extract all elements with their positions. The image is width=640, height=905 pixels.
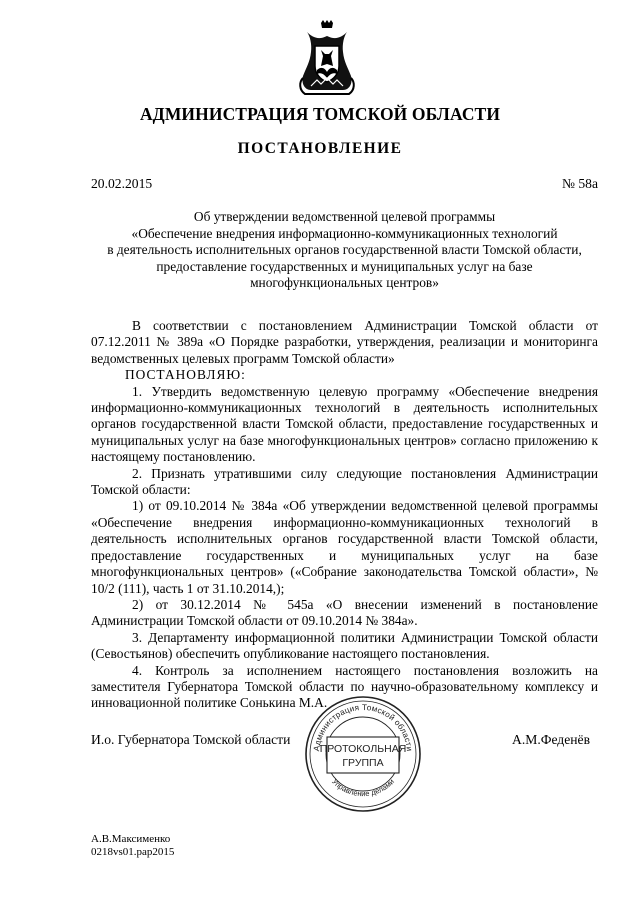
signer-role: И.о. Губернатора Томской области (91, 732, 291, 747)
stamp-line-1: ПРОТОКОЛЬНАЯ (319, 743, 407, 755)
title-line: «Обеспечение внедрения информационно-коммуникационных технологий (131, 225, 558, 241)
document-type: ПОСТАНОВЛЕНИЕ (237, 140, 403, 157)
item-2-1: 1) от 09.10.2014 № 384а «Об утверждении ведомственной целевой программы «Обеспечение внедрения информационно-коммуникационных технологий в деятельность исполнительных органов государственной власти Томской области, предоставление государственных и муниципальных услуг на базе многофункциональных центров» («Собрание законодательства Томской области», № 10/2 (111), часть 1 от 31.10.2014,); (91, 498, 598, 596)
document-meta (91, 176, 598, 194)
document-date: 20.02.2015 (91, 176, 153, 191)
item-2-2: 2) от 30.12.2014 № 545а «О внесении изменений в постановление Администрации Томской области от 09.10.2014 № 384а». (91, 596, 598, 629)
stamp-outer-text: Администрация Томской области (312, 702, 414, 752)
document-footer (91, 833, 174, 859)
item-2: 2. Признать утратившими силу следующие постановления Администрации Томской области: (91, 465, 598, 498)
stamp-line-2: ГРУППА (342, 757, 384, 769)
svg-text:Управление делами (330, 777, 396, 798)
stamp-bottom-text: Управление делами (330, 777, 396, 799)
title-line: Об утверждении ведомственной целевой программы (193, 209, 496, 224)
organization-title: АДМИНИСТРАЦИЯ ТОМСКОЙ ОБЛАСТИ (139, 104, 501, 124)
title-line: предоставление государственных и муниципальных услуг на базе (156, 258, 533, 274)
protocol-group-stamp (303, 694, 423, 814)
document-title (91, 209, 598, 292)
title-line: многофункциональных центров» (250, 275, 439, 290)
signer-name: А.М.Феденёв (512, 732, 590, 747)
file-code: 0218vs01.pap2015 (91, 846, 175, 858)
coat-of-arms-emblem (297, 20, 357, 96)
item-3: 3. Департаменту информационной политики Администрации Томской области (Севостьянов) обеспечить опубликование настоящего постановления. (91, 629, 598, 662)
intro-paragraph: В соответствии с постановлением Администрации Томской области от 07.12.2011 № 389а «О Порядке разработки, утверждения, реализации и мониторинга ведомственных целевых программ Томской области» (91, 318, 598, 366)
title-line: в деятельность исполнительных органов государственной власти Томской области, (107, 242, 582, 257)
item-1: 1. Утвердить ведомственную целевую программу «Обеспечение внедрения информационно-коммуникационных технологий в деятельность исполнительных органов государственной власти Томской области, предоставление государственных и муниципальных услуг на базе многофункциональных центров» согласно приложению к настоящему постановлению. (91, 383, 598, 465)
document-body (91, 318, 598, 712)
decree-heading: ПОСТАНОВЛЯЮ: (125, 367, 246, 383)
item-4: 4. Контроль за исполнением настоящего постановления возложить на заместителя Губернатора Томской области по научно-образовательному комплексу и инновационной политике Сонькина М.А. (91, 662, 598, 711)
author-name: А.В.Максименко (91, 833, 171, 845)
document-number: № 58а (562, 176, 598, 191)
